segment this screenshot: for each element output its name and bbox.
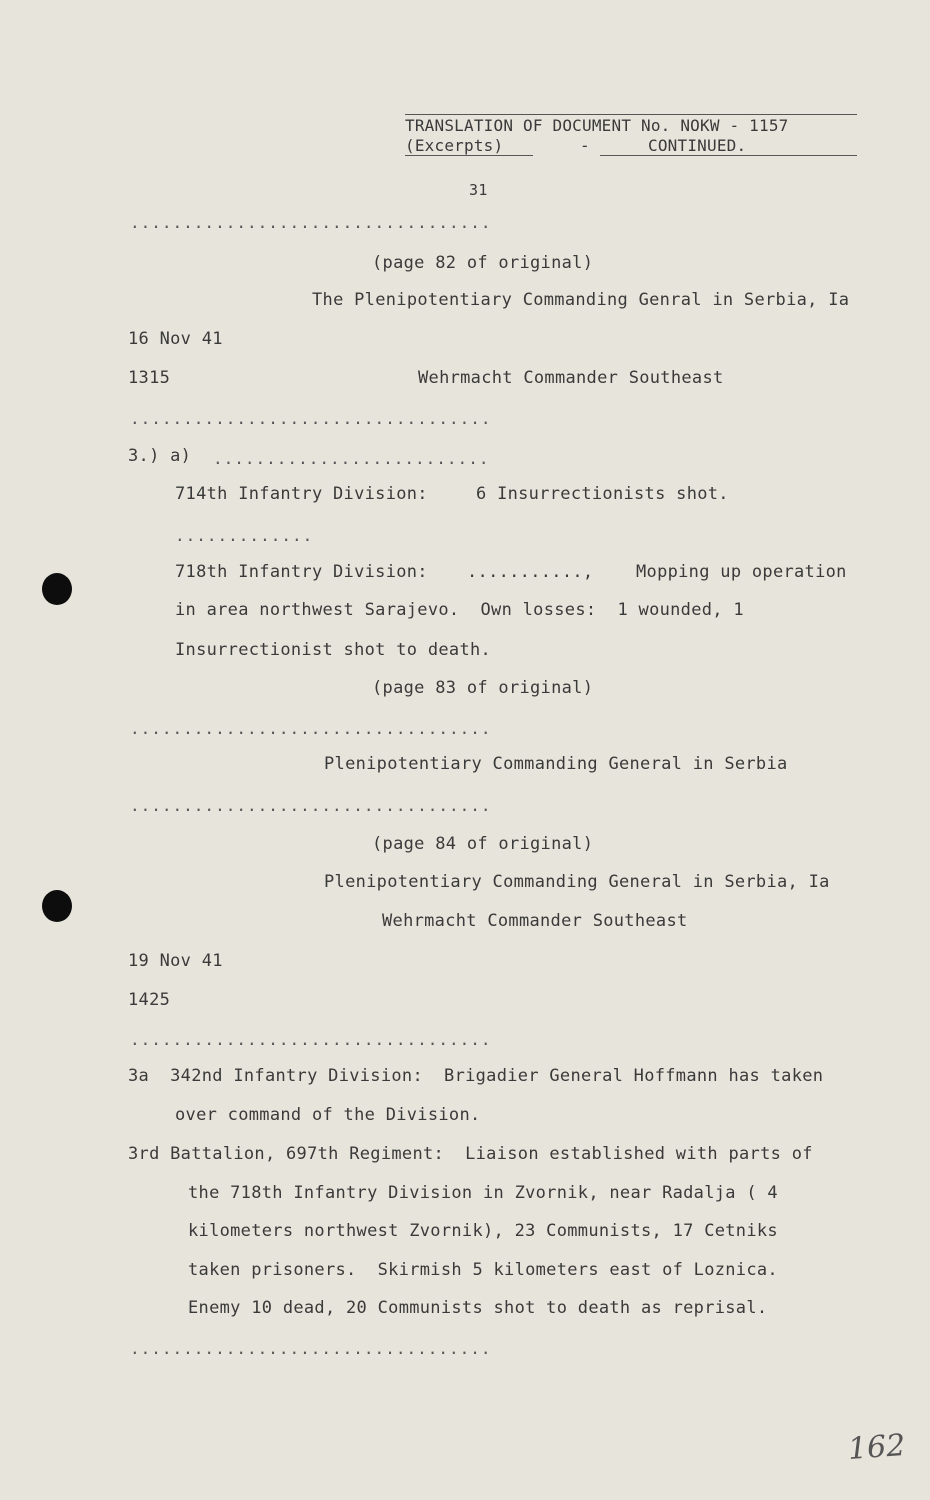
header-rule-top — [405, 114, 857, 115]
punch-hole-top — [42, 573, 72, 605]
page-ref-84: (page 84 of original) — [372, 834, 594, 854]
line-718-label: 718th Infantry Division: — [175, 562, 428, 582]
punch-hole-bottom — [42, 890, 72, 922]
page-ref-83: (page 83 of original) — [372, 678, 594, 698]
section1-date: 16 Nov 41 — [128, 329, 223, 349]
dotted-separator: ............. — [175, 526, 314, 545]
section3-date: 19 Nov 41 — [128, 951, 223, 971]
dotted-separator: .......................... — [213, 449, 490, 468]
paragraph-3rd-btn-line-4: taken prisoners. Skirmish 5 kilometers east of Loznica. — [188, 1260, 778, 1280]
section3-time: 1425 — [128, 990, 171, 1010]
line-718-cont-2: Insurrectionist shot to death. — [175, 640, 492, 660]
dotted-separator: .................................. — [130, 213, 492, 232]
line-714-label: 714th Infantry Division: — [175, 484, 428, 504]
header-rule-left — [405, 155, 533, 156]
section3-title: Plenipotentiary Commanding General in Serbia, Ia — [324, 872, 830, 892]
item-label: 3.) a) — [128, 446, 192, 466]
section3-recipient: Wehrmacht Commander Southeast — [382, 911, 688, 931]
line-718-dots: ..........., — [467, 562, 594, 582]
paragraph-342nd-line-1: 3a 342nd Infantry Division: Brigadier General Hoffmann has taken — [128, 1066, 824, 1086]
dotted-separator: .................................. — [130, 719, 492, 738]
handwritten-page-number: 162 — [846, 1428, 907, 1467]
dotted-separator: .................................. — [130, 1339, 492, 1358]
line-714-text: 6 Insurrectionists shot. — [476, 484, 729, 504]
page-ref-82: (page 82 of original) — [372, 253, 594, 273]
line-718-cont-1: in area northwest Sarajevo. Own losses: 1 wounded, 1 — [175, 600, 744, 620]
paragraph-342nd-line-2: over command of the Division. — [175, 1105, 481, 1125]
section1-title: The Plenipotentiary Commanding Genral in Serbia, Ia — [312, 290, 850, 310]
header-line-1: TRANSLATION OF DOCUMENT No. NOKW - 1157 — [405, 116, 789, 135]
paragraph-3rd-btn-line-2: the 718th Infantry Division in Zvornik, near Radalja ( 4 — [188, 1183, 778, 1203]
paragraph-3rd-btn-line-1: 3rd Battalion, 697th Regiment: Liaison established with parts of — [128, 1144, 813, 1164]
paragraph-3rd-btn-line-3: kilometers northwest Zvornik), 23 Communists, 17 Cetniks — [188, 1221, 778, 1241]
dotted-separator: .................................. — [130, 1030, 492, 1049]
section1-recipient: Wehrmacht Commander Southeast — [418, 368, 724, 388]
dotted-separator: .................................. — [130, 409, 492, 428]
header-rule-right — [600, 155, 857, 156]
header-continued: CONTINUED. — [648, 136, 747, 155]
header-excerpts: (Excerpts) — [405, 136, 504, 155]
dotted-separator: .................................. — [130, 796, 492, 815]
page-number: 31 — [469, 181, 488, 199]
section1-time: 1315 — [128, 368, 171, 388]
paragraph-3rd-btn-line-5: Enemy 10 dead, 20 Communists shot to death as reprisal. — [188, 1298, 768, 1318]
header-dash: - — [580, 136, 590, 155]
line-718-text: Mopping up operation — [636, 562, 847, 582]
section2-title: Plenipotentiary Commanding General in Serbia — [324, 754, 788, 774]
